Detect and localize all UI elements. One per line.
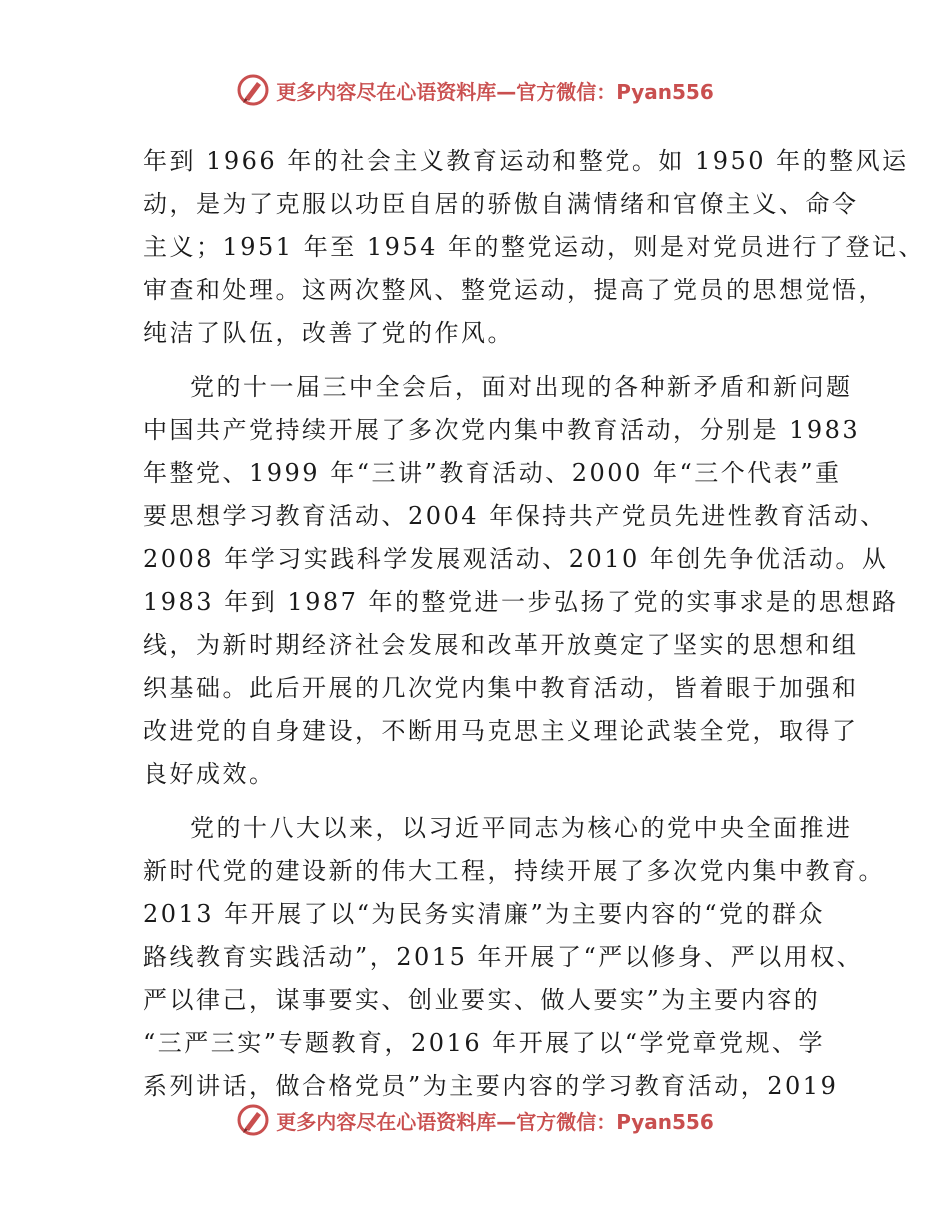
- text-line: 系列讲话，做合格党员”为主要内容的学习教育活动，2019: [143, 1072, 839, 1100]
- text-line: 党的十八大以来，以习近平同志为核心的党中央全面推进: [190, 814, 853, 842]
- pen-logo-icon: [236, 1103, 270, 1137]
- text-line: 年到 1966 年的社会主义教育运动和整党。如 1950 年的整风运: [143, 147, 909, 175]
- header-banner: [0, 70, 950, 110]
- text-line: 严以律己，谋事要实、创业要实、做人要实”为主要内容的: [143, 986, 821, 1014]
- text-line: 良好成效。: [143, 760, 276, 788]
- text-line: 新时代党的建设新的伟大工程，持续开展了多次党内集中教育。: [143, 857, 885, 885]
- text-line: “三严三实”专题教育，2016 年开展了以“学党章党规、学: [143, 1029, 826, 1057]
- paragraph-3: [143, 807, 885, 1108]
- text-line: 主义；1951 年至 1954 年的整党运动，则是对党员进行了登记、: [143, 233, 926, 261]
- text-line: 动，是为了克服以功臣自居的骄傲自满情绪和官僚主义、命令: [143, 190, 859, 218]
- text-line: 改进党的自身建设，不断用马克思主义理论武装全党，取得了: [143, 717, 859, 745]
- footer-banner: [0, 1100, 950, 1140]
- text-line: 织基础。此后开展的几次党内集中教育活动，皆着眼于加强和: [143, 674, 859, 702]
- document-body: [143, 140, 926, 1108]
- text-line: 要思想学习教育活动、2004 年保持共产党员先进性教育活动、: [143, 502, 887, 530]
- text-line: 2013 年开展了以“为民务实清廉”为主要内容的“党的群众: [143, 900, 826, 928]
- banner-text: 更多内容尽在心语资料库—官方微信：Pyan556: [276, 1109, 714, 1134]
- text-line: 路线教育实践活动”，2015 年开展了“严以修身、严以用权、: [143, 943, 864, 971]
- text-line: 中国共产党持续开展了多次党内集中教育活动，分别是 1983: [143, 416, 861, 444]
- text-line: 2008 年学习实践科学发展观活动、2010 年创先争优活动。从: [143, 545, 889, 573]
- pen-logo-icon: [236, 73, 270, 107]
- text-line: 年整党、1999 年“三讲”教育活动、2000 年“三个代表”重: [143, 459, 842, 487]
- text-line: 党的十一届三中全会后，面对出现的各种新矛盾和新问题: [190, 373, 853, 401]
- text-line: 线，为新时期经济社会发展和改革开放奠定了坚实的思想和组: [143, 631, 859, 659]
- paragraph-2: [143, 366, 899, 796]
- banner-text: 更多内容尽在心语资料库—官方微信：Pyan556: [276, 79, 714, 104]
- text-line: 1983 年到 1987 年的整党进一步弘扬了党的实事求是的思想路: [143, 588, 899, 616]
- paragraph-1: [143, 140, 926, 355]
- text-line: 纯洁了队伍，改善了党的作风。: [143, 319, 514, 347]
- text-line: 审查和处理。这两次整风、整党运动，提高了党员的思想觉悟，: [143, 276, 885, 304]
